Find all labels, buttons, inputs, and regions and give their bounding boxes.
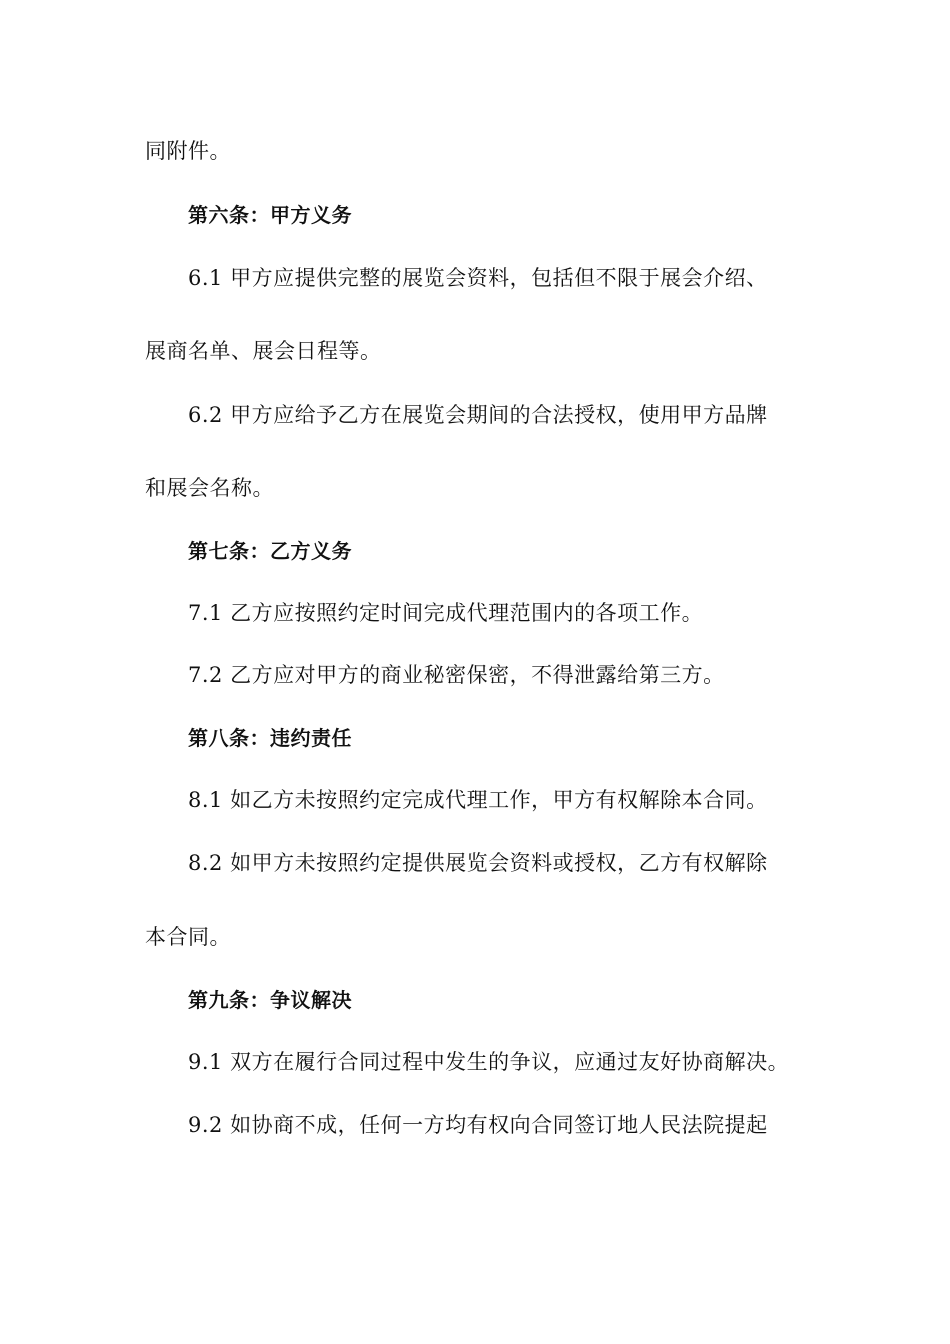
article-6-heading: 第六条：甲方义务 xyxy=(188,203,352,227)
clause-8-2-line-1: 8.2 如甲方未按照约定提供展览会资料或授权，乙方有权解除 xyxy=(188,851,768,875)
clause-6-2-line-1: 6.2 甲方应给予乙方在展览会期间的合法授权，使用甲方品牌 xyxy=(188,403,768,427)
clause-8-2-line-2: 本合同。 xyxy=(145,925,231,949)
clause-9-2-line-1: 9.2 如协商不成，任何一方均有权向合同签订地人民法院提起 xyxy=(188,1113,768,1137)
article-9-heading: 第九条：争议解决 xyxy=(188,988,352,1012)
clause-6-1-line-2: 展商名单、展会日程等。 xyxy=(145,339,382,363)
clause-7-1: 7.1 乙方应按照约定时间完成代理范围内的各项工作。 xyxy=(188,601,704,625)
clause-6-1-line-1: 6.1 甲方应提供完整的展览会资料，包括但不限于展会介绍、 xyxy=(188,266,768,290)
clause-9-1: 9.1 双方在履行合同过程中发生的争议，应通过友好协商解决。 xyxy=(188,1050,790,1074)
clause-6-2-line-2: 和展会名称。 xyxy=(145,476,274,500)
clause-7-2: 7.2 乙方应对甲方的商业秘密保密，不得泄露给第三方。 xyxy=(188,663,725,687)
article-8-heading: 第八条：违约责任 xyxy=(188,726,352,750)
clause-8-1: 8.1 如乙方未按照约定完成代理工作，甲方有权解除本合同。 xyxy=(188,788,768,812)
article-7-heading: 第七条：乙方义务 xyxy=(188,539,352,563)
paragraph-continuation: 同附件。 xyxy=(145,139,231,163)
